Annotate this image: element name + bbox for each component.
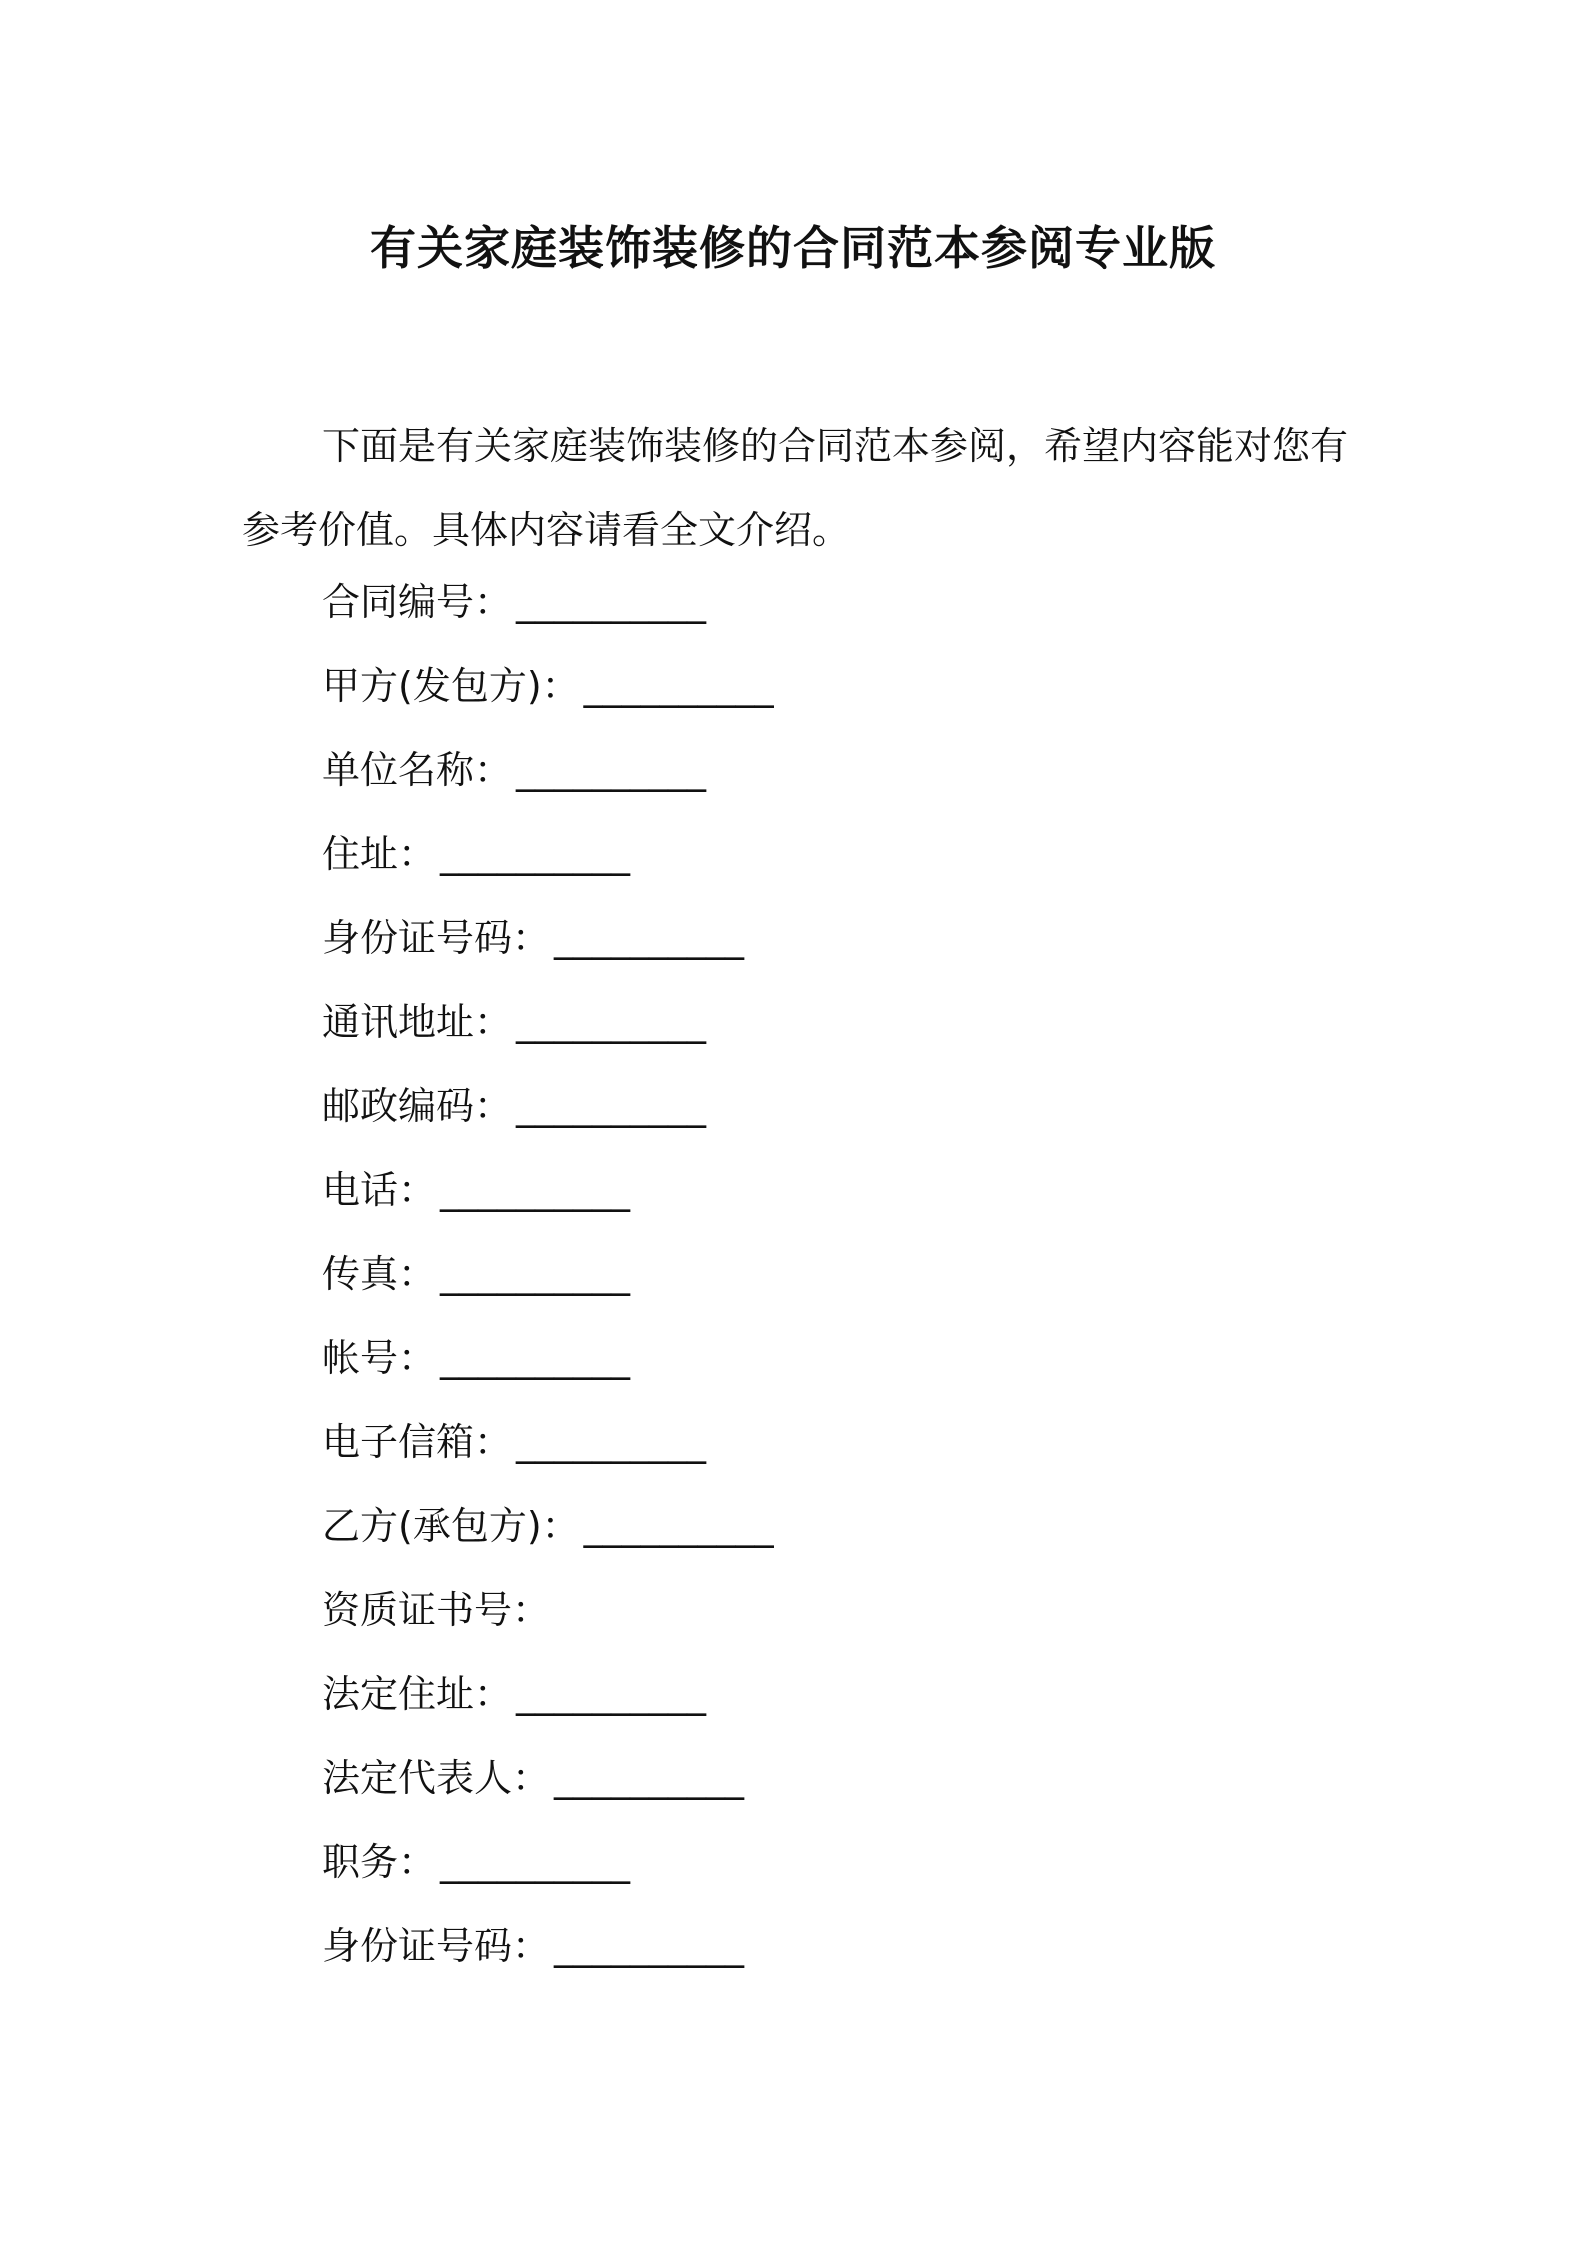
field-blank: __________ [516,580,707,624]
field-blank: __________ [516,1672,707,1716]
field-label: 身份证号码： [322,916,551,960]
field-label: 帐号： [322,1336,437,1380]
field-phone [322,1160,774,1244]
field-mailing-address [322,992,774,1076]
field-label: 法定住址： [322,1672,513,1716]
field-blank: __________ [583,664,774,708]
field-label: 职务： [322,1840,437,1884]
field-legal-address [322,1664,774,1748]
field-label: 单位名称： [322,748,513,792]
field-label: 传真： [322,1252,437,1296]
field-blank: __________ [440,1840,631,1884]
field-blank: __________ [516,1084,707,1128]
field-party-b [322,1496,774,1580]
field-label: 邮政编码： [322,1084,513,1128]
field-label: 乙方(承包方)： [322,1504,580,1548]
field-blank: __________ [554,1756,745,1800]
field-qualification-cert [322,1580,774,1664]
field-blank: __________ [440,1168,631,1212]
field-unit-name [322,740,774,824]
contract-fields-list [322,572,774,2000]
field-position [322,1832,774,1916]
field-contract-number [322,572,774,656]
field-label: 电话： [322,1168,437,1212]
field-blank: __________ [516,748,707,792]
intro-paragraph: 下面是有关家庭装饰装修的合同范本参阅，希望内容能对您有参考价值。具体内容请看全文介绍。 [242,424,1349,552]
field-blank: __________ [583,1504,774,1548]
field-label: 法定代表人： [322,1756,551,1800]
field-legal-representative [322,1748,774,1832]
field-id-number [322,908,774,992]
field-label: 通讯地址： [322,1000,513,1044]
field-blank: __________ [440,1336,631,1380]
field-account [322,1328,774,1412]
field-address [322,824,774,908]
field-label: 身份证号码： [322,1924,551,1968]
field-blank: __________ [554,1924,745,1968]
field-label: 资质证书号： [322,1588,551,1632]
field-blank: __________ [516,1420,707,1464]
field-label: 甲方(发包方)： [322,664,580,708]
field-label: 合同编号： [322,580,513,624]
field-id-number-b [322,1916,774,2000]
field-fax [322,1244,774,1328]
field-blank: __________ [554,916,745,960]
field-label: 住址： [322,832,437,876]
field-blank: __________ [440,1252,631,1296]
field-blank: __________ [440,832,631,876]
field-label: 电子信箱： [322,1420,513,1464]
document-title: 有关家庭装饰装修的合同范本参阅专业版 [370,221,1216,275]
field-party-a [322,656,774,740]
field-blank: __________ [516,1000,707,1044]
field-email [322,1412,774,1496]
field-postal-code [322,1076,774,1160]
